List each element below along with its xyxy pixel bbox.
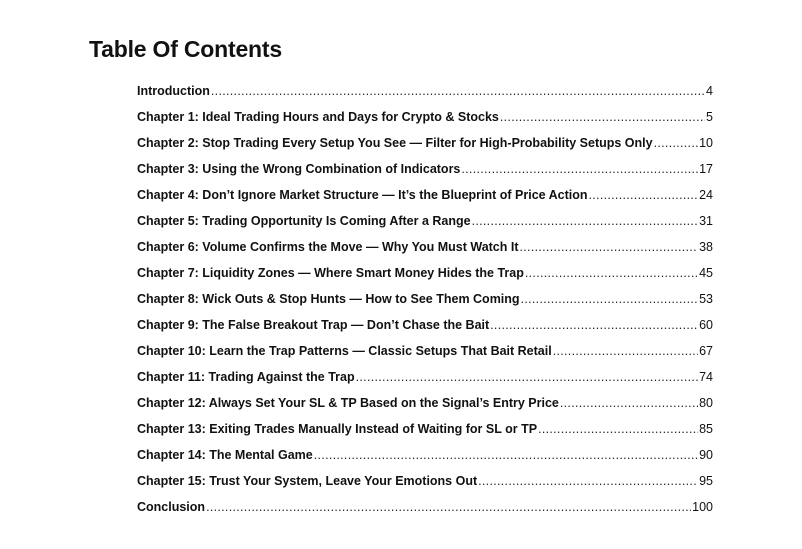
toc-entry-label: Chapter 6: Volume Confirms the Move — Why You Must Watch It xyxy=(137,240,519,254)
toc-page-number: 100 xyxy=(692,500,713,514)
toc-entry-conclusion[interactable] xyxy=(137,494,713,520)
toc-page-number: 80 xyxy=(699,396,713,410)
toc-entry-chapter-6[interactable] xyxy=(137,234,713,260)
toc-entry-label: Chapter 13: Exiting Trades Manually Instead of Waiting for SL or TP xyxy=(137,422,538,436)
toc-entry-chapter-7[interactable] xyxy=(137,260,713,286)
dot-leader xyxy=(538,422,698,436)
toc-entry-label: Chapter 11: Trading Against the Trap xyxy=(137,370,355,384)
toc-entry-label: Chapter 9: The False Breakout Trap — Don’t Chase the Bait xyxy=(137,318,490,332)
toc-page-number: 53 xyxy=(699,292,713,306)
toc-entry-chapter-3[interactable] xyxy=(137,156,713,182)
toc-page-number: 4 xyxy=(706,84,713,98)
toc-entry-label: Chapter 7: Liquidity Zones — Where Smart Money Hides the Trap xyxy=(137,266,524,280)
dot-leader xyxy=(206,500,691,514)
dot-leader xyxy=(461,162,698,176)
toc-entry-label: Chapter 4: Don’t Ignore Market Structure — It’s the Blueprint of Price Action xyxy=(137,188,588,202)
toc-page-number: 17 xyxy=(699,162,713,176)
toc-page-number: 74 xyxy=(699,370,713,384)
toc-entry-label: Chapter 8: Wick Outs & Stop Hunts — How to See Them Coming xyxy=(137,292,520,306)
toc-entry-label: Chapter 14: The Mental Game xyxy=(137,448,313,462)
toc-page-number: 24 xyxy=(699,188,713,202)
toc-page-number: 31 xyxy=(699,214,713,228)
toc-entry-chapter-11[interactable] xyxy=(137,364,713,390)
dot-leader xyxy=(314,448,698,462)
toc-entry-label: Conclusion xyxy=(137,500,206,514)
table-of-contents xyxy=(137,78,713,520)
toc-page-number: 90 xyxy=(699,448,713,462)
toc-entry-label: Chapter 10: Learn the Trap Patterns — Classic Setups That Bait Retail xyxy=(137,344,552,358)
toc-entry-chapter-12[interactable] xyxy=(137,390,713,416)
toc-entry-label: Introduction xyxy=(137,84,210,98)
toc-entry-chapter-14[interactable] xyxy=(137,442,713,468)
dot-leader xyxy=(654,136,699,150)
toc-page-number: 85 xyxy=(699,422,713,436)
toc-entry-introduction[interactable] xyxy=(137,78,713,104)
toc-page-number: 10 xyxy=(699,136,713,150)
toc-entry-chapter-15[interactable] xyxy=(137,468,713,494)
dot-leader xyxy=(589,188,699,202)
dot-leader xyxy=(521,292,699,306)
dot-leader xyxy=(478,474,698,488)
dot-leader xyxy=(560,396,698,410)
toc-entry-chapter-4[interactable] xyxy=(137,182,713,208)
toc-page-number: 67 xyxy=(699,344,713,358)
toc-entry-chapter-2[interactable] xyxy=(137,130,713,156)
toc-entry-chapter-5[interactable] xyxy=(137,208,713,234)
toc-entry-chapter-10[interactable] xyxy=(137,338,713,364)
toc-page-number: 38 xyxy=(699,240,713,254)
toc-entry-label: Chapter 2: Stop Trading Every Setup You See — Filter for High-Probability Setups Only xyxy=(137,136,653,150)
dot-leader xyxy=(500,110,705,124)
toc-entry-chapter-9[interactable] xyxy=(137,312,713,338)
toc-page-number: 60 xyxy=(699,318,713,332)
dot-leader xyxy=(356,370,698,384)
dot-leader xyxy=(520,240,699,254)
toc-entry-chapter-1[interactable] xyxy=(137,104,713,130)
page-title: Table Of Contents xyxy=(89,36,282,62)
toc-entry-label: Chapter 1: Ideal Trading Hours and Days for Crypto & Stocks xyxy=(137,110,499,124)
toc-entry-chapter-8[interactable] xyxy=(137,286,713,312)
toc-page-number: 95 xyxy=(699,474,713,488)
dot-leader xyxy=(490,318,698,332)
toc-entry-label: Chapter 5: Trading Opportunity Is Coming After a Range xyxy=(137,214,471,228)
dot-leader xyxy=(525,266,698,280)
toc-entry-chapter-13[interactable] xyxy=(137,416,713,442)
dot-leader xyxy=(472,214,699,228)
toc-page-number: 45 xyxy=(699,266,713,280)
toc-entry-label: Chapter 3: Using the Wrong Combination of Indicators xyxy=(137,162,461,176)
toc-entry-label: Chapter 15: Trust Your System, Leave Your Emotions Out xyxy=(137,474,478,488)
toc-page-number: 5 xyxy=(706,110,713,124)
dot-leader xyxy=(553,344,698,358)
dot-leader xyxy=(211,84,705,98)
toc-entry-label: Chapter 12: Always Set Your SL & TP Based on the Signal’s Entry Price xyxy=(137,396,559,410)
